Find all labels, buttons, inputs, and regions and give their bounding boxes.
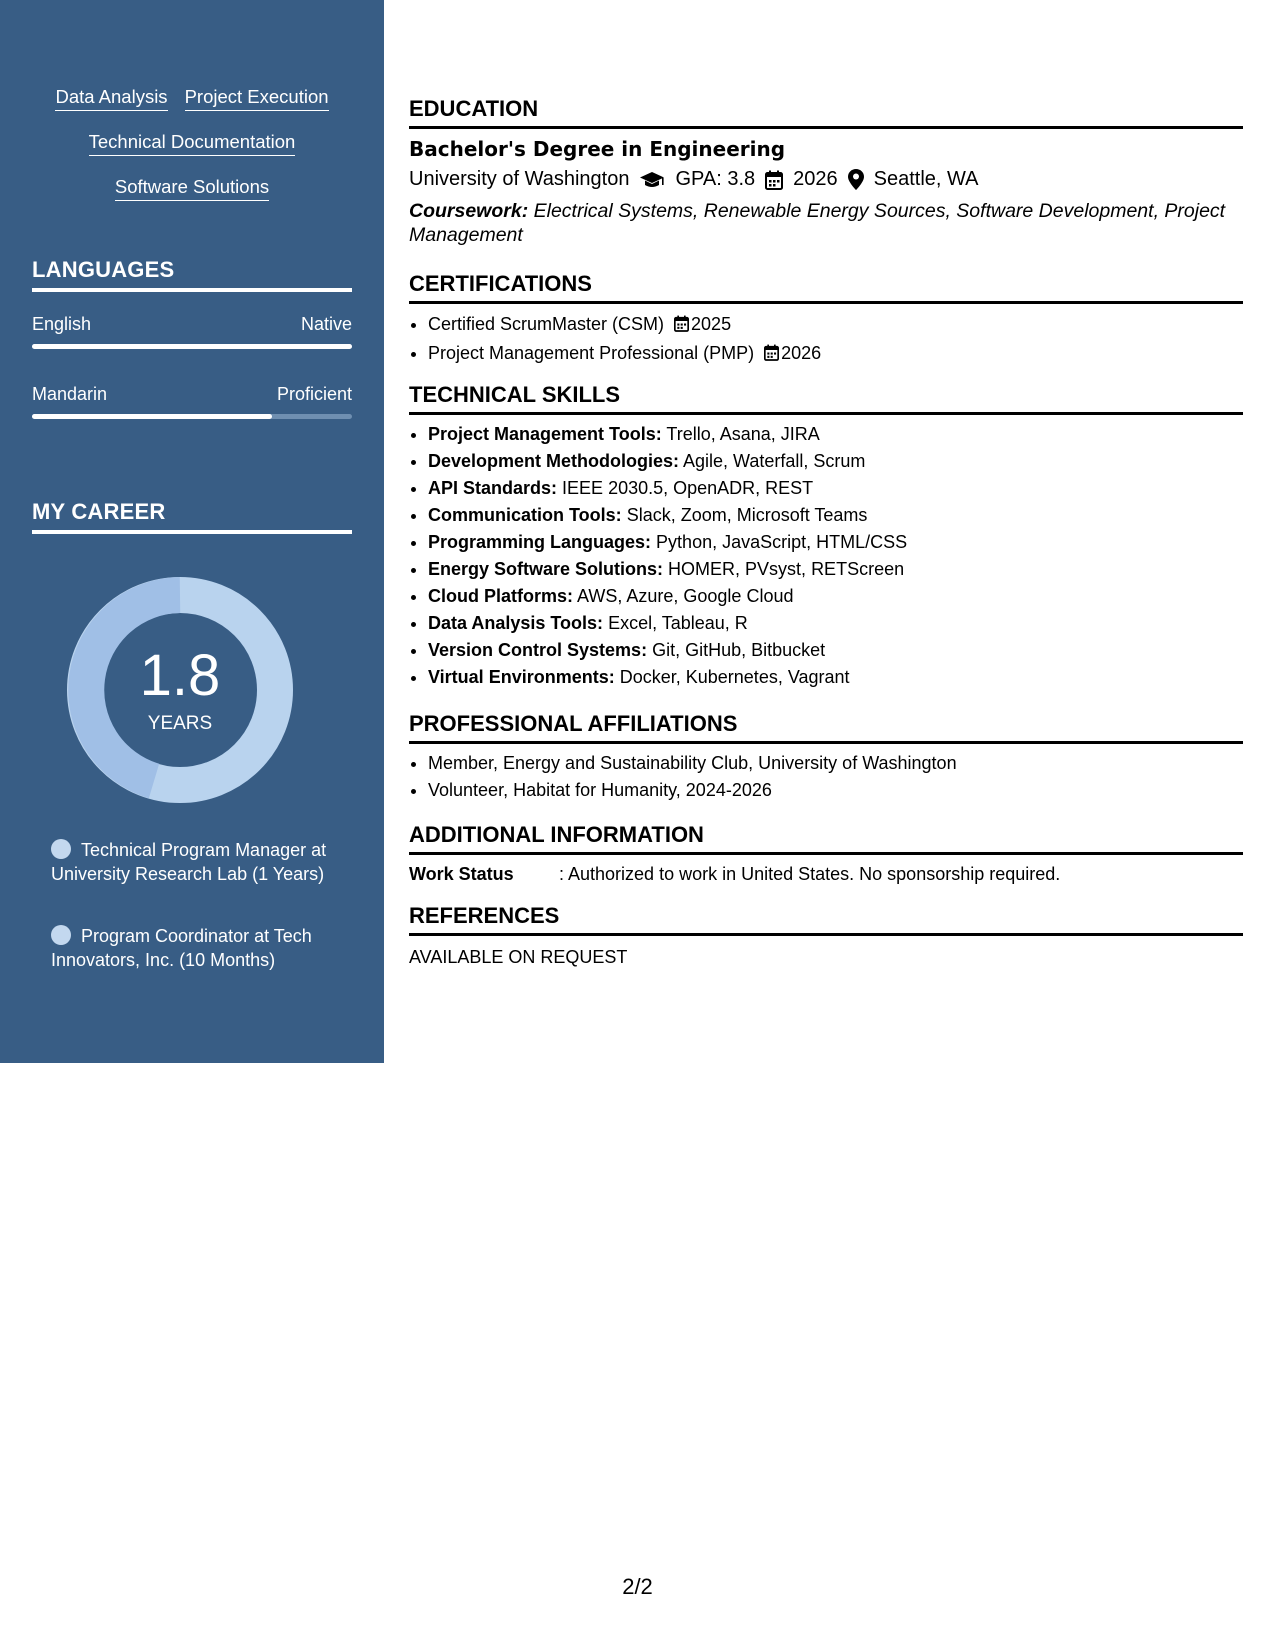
location-pin-icon: [848, 169, 864, 190]
skill-value: AWS, Azure, Google Cloud: [577, 586, 794, 606]
career-heading: MY CAREER: [32, 499, 352, 534]
skill-value: Python, JavaScript, HTML/CSS: [656, 532, 908, 552]
skill-label: Project Management Tools:: [428, 424, 662, 444]
list-item: [428, 340, 821, 369]
skill-value: Agile, Waterfall, Scrum: [683, 451, 866, 471]
bullet-dot-icon: [51, 925, 71, 945]
additional-info-heading: ADDITIONAL INFORMATION: [409, 822, 1243, 855]
references-text: AVAILABLE ON REQUEST: [409, 947, 628, 967]
language-name: English: [32, 314, 92, 334]
calendar-icon: [764, 342, 779, 369]
location: Seattle, WA: [873, 168, 979, 190]
education-meta: [409, 168, 979, 191]
languages-heading: LANGUAGES: [32, 257, 352, 292]
language-proficiency-bar: [32, 344, 352, 349]
work-status: [409, 864, 1060, 885]
language-proficiency-bar: [32, 414, 352, 419]
skill-label: Programming Languages:: [428, 532, 652, 552]
language-proficiency-fill: [32, 344, 352, 349]
certifications-heading: CERTIFICATIONS: [409, 271, 1243, 304]
career-years-unit: YEARS: [147, 713, 213, 734]
certifications-list: [409, 311, 821, 369]
career-years-value: 1.8: [139, 643, 221, 708]
work-status-label: Work Status: [409, 864, 514, 884]
skill-label: Data Analysis Tools:: [428, 613, 604, 633]
degree-title: Bachelor's Degree in Engineering: [409, 137, 786, 161]
certification-year: 2025: [691, 314, 732, 334]
affiliations-heading: PROFESSIONAL AFFILIATIONS: [409, 711, 1243, 744]
skill-tags: [0, 86, 384, 221]
references-heading: REFERENCES: [409, 903, 1243, 936]
career-item: [51, 924, 336, 972]
certification-year: 2026: [781, 343, 822, 363]
skill-tag[interactable]: Software Solutions: [115, 176, 269, 201]
graduation-year: 2026: [793, 168, 838, 190]
career-item: [51, 838, 336, 886]
gpa: GPA: 3.8: [675, 168, 756, 190]
skill-label: Virtual Environments:: [428, 667, 615, 687]
skill-value: Slack, Zoom, Microsoft Teams: [626, 505, 868, 525]
calendar-icon: [765, 170, 783, 190]
calendar-icon: [674, 313, 689, 340]
certification-name: Certified ScrumMaster (CSM): [428, 314, 665, 334]
skill-value: HOMER, PVsyst, RETScreen: [668, 559, 905, 579]
technical-skills-heading: TECHNICAL SKILLS: [409, 382, 1243, 415]
coursework-list: Electrical Systems, Renewable Energy Sources, Software Development, Project Management: [409, 200, 1226, 246]
skill-tag[interactable]: Project Execution: [185, 86, 329, 111]
career-item-text: Program Coordinator at Tech Innovators, Inc. (10 Months): [51, 926, 312, 970]
page-number: 2/2: [622, 1574, 653, 1599]
list-item: [428, 475, 907, 502]
skill-value: Docker, Kubernetes, Vagrant: [619, 667, 850, 687]
sidebar: [0, 0, 384, 1063]
bullet-dot-icon: [51, 839, 71, 859]
list-item: [428, 502, 907, 529]
language-level: Proficient: [276, 384, 352, 404]
skill-label: Version Control Systems:: [428, 640, 648, 660]
list-item: [428, 664, 907, 691]
list-item: [428, 556, 907, 583]
coursework: [409, 199, 1243, 247]
list-item: [428, 637, 907, 664]
skill-value: Excel, Tableau, R: [608, 613, 748, 633]
skill-tag[interactable]: Technical Documentation: [89, 131, 296, 156]
list-item: [428, 583, 907, 610]
work-status-value: : Authorized to work in United States. No sponsorship required.: [559, 864, 1061, 884]
career-donut-chart: [67, 577, 293, 803]
list-item: • Member, Energy and Sustainability Club, University of Washington: [428, 750, 957, 777]
technical-skills-list: [409, 421, 907, 691]
list-item: [428, 529, 907, 556]
language-proficiency-fill: [32, 414, 272, 419]
skill-label: Communication Tools:: [428, 505, 622, 525]
language-item: [32, 314, 352, 349]
affiliations-list: [409, 750, 957, 804]
skill-value: Git, GitHub, Bitbucket: [652, 640, 826, 660]
coursework-label: Coursework:: [409, 200, 529, 222]
skill-value: IEEE 2030.5, OpenADR, REST: [562, 478, 814, 498]
language-level: Native: [300, 314, 352, 334]
language-item: [32, 384, 352, 419]
school-name: University of Washington: [409, 168, 630, 190]
language-name: Mandarin: [32, 384, 108, 404]
list-item: • Volunteer, Habitat for Humanity, 2024-2026: [428, 777, 957, 804]
list-item: [428, 610, 907, 637]
education-heading: EDUCATION: [409, 96, 1243, 129]
skill-value: Trello, Asana, JIRA: [666, 424, 820, 444]
career-item-text: Technical Program Manager at University Research Lab (1 Years): [51, 840, 327, 884]
list-item: [428, 311, 821, 340]
skill-label: API Standards:: [428, 478, 558, 498]
graduation-cap-icon: [639, 170, 665, 190]
skill-label: Development Methodologies:: [428, 451, 680, 471]
certification-name: Project Management Professional (PMP): [428, 343, 755, 363]
list-item: [428, 448, 907, 475]
skill-label: Energy Software Solutions:: [428, 559, 664, 579]
list-item: [428, 421, 907, 448]
skill-label: Cloud Platforms:: [428, 586, 574, 606]
skill-tag[interactable]: Data Analysis: [55, 86, 167, 111]
